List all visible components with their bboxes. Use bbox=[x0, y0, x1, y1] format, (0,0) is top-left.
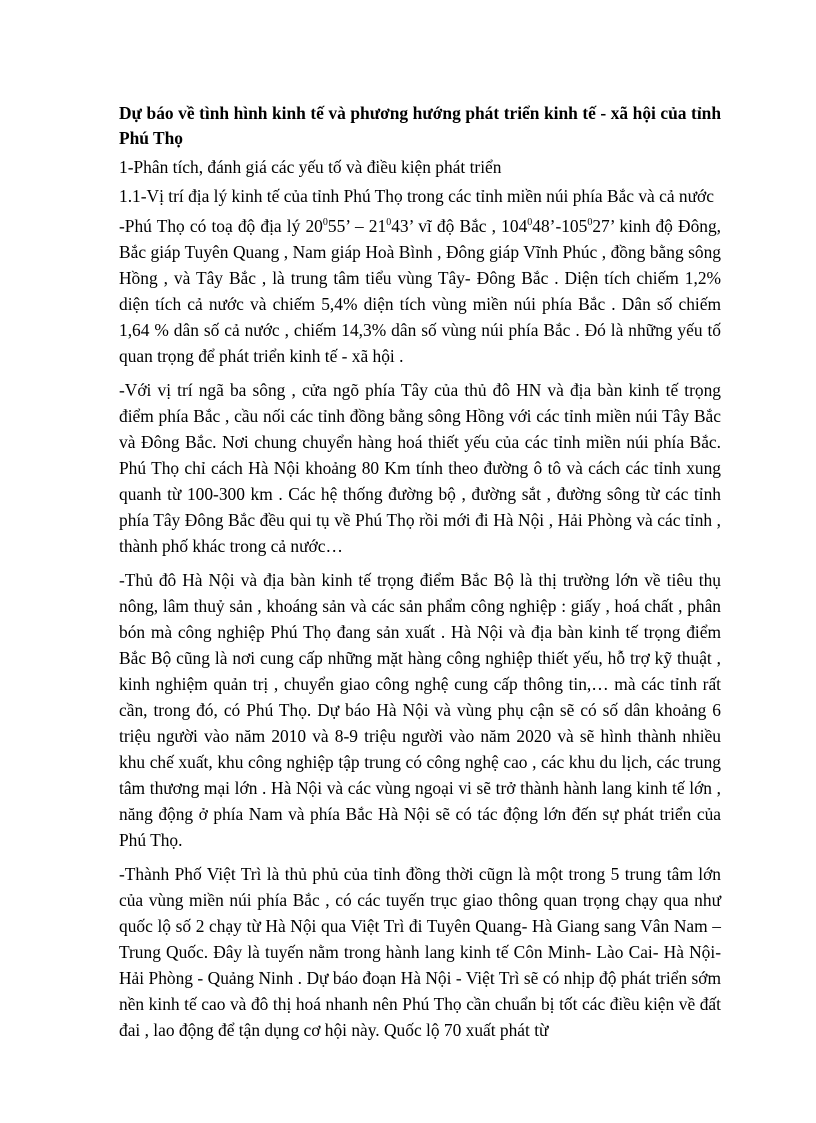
document-page bbox=[119, 101, 721, 1051]
section-heading-1: 1-Phân tích, đánh giá các yếu tố và điều kiện phát triển bbox=[119, 157, 502, 177]
document-title: Dự báo về tình hình kinh tế và phương hướng phát triển kinh tế - xã hội của tỉnh Phú Thọ bbox=[119, 103, 721, 148]
paragraph-viettri: -Thành Phố Việt Trì là thủ phủ của tỉnh đồng thời cũgn là một trong 5 trung tâm lớn của vùng miền núi phía Bắc , có các tuyến trục giao thông quan trọng chạy qua như quốc lộ số 2 chạy từ Hà Nội qua Việt Trì đi Tuyên Quang- Hà Giang sang Vân Nam – Trung Quốc. Đây là tuyến nằm trong hành lang kinh tế Côn Minh- Lào Cai- Hà Nội- Hải Phòng - Quảng Ninh . Dự báo đoạn Hà Nội - Việt Trì sẽ có nhịp độ phát triển sớm nền kinh tế cao và đô thị hoá nhanh nên Phú Thọ cần chuẩn bị tốt các điều kiện về đất đai , lao động để tận dụng cơ hội này. Quốc lộ 70 xuất phát từ bbox=[119, 864, 721, 1040]
paragraph-location: -Phú Thọ có toạ độ địa lý $20^055$’ – $21^043$’ vĩ độ Bắc , $104^048’-105^027$’ kinh độ Đông, Bắc giáp Tuyên Quang , Nam giáp Hoà Bình , Đông giáp Vĩnh Phúc , đồng bằng sông Hồng , và Tây Bắc , là trung tâm tiểu vùng Tây- Đông Bắc . Diện tích chiếm 1,2% diện tích cả nước và chiếm 5,4% diện tích vùng miền núi phía Bắc . Dân số chiếm 1,64 % dân số cả nước , chiếm 14,3% dân số vùng núi phía Bắc . Đó là những yếu tố quan trọng để phát triển kinh tế - xã hội . bbox=[119, 216, 721, 366]
section-heading-1-1: 1.1-Vị trí địa lý kinh tế của tỉnh Phú Thọ trong các tỉnh miền núi phía Bắc và cả nước bbox=[119, 186, 714, 206]
paragraph-hanoi: -Thủ đô Hà Nội và địa bàn kinh tế trọng điểm Bắc Bộ là thị trường lớn về tiêu thụ nông, lâm thuỷ sản , khoáng sản và các sản phẩm công nghiệp : giấy , hoá chất , phân bón mà công nghiệp Phú Thọ đang sản xuất . Hà Nội và địa bàn kinh tế trọng điểm Bắc Bộ cũng là nơi cung cấp những mặt hàng công nghiệp thiết yếu, hỗ trợ kỹ thuật , kinh nghiệm quản trị , chuyển giao công nghệ cung cấp thông tin,… mà các tỉnh rất cần, trong đó, có Phú Thọ. Dự báo Hà Nội và vùng phụ cận sẽ có số dân khoảng 6 triệu người vào năm 2010 và 8-9 triệu người vào năm 2020 và sẽ hình thành nhiều khu chế xuất, khu công nghiệp tập trung có công nghệ cao , các khu du lịch, các trung tâm thương mại lớn . Hà Nội và các vùng ngoại vi sẽ trở thành hành lang kinh tế lớn , năng động ở phía Nam và phía Bắc Hà Nội sẽ có tác động lớn đến sự phát triển của Phú Thọ. bbox=[119, 570, 721, 850]
paragraph-junction: -Với vị trí ngã ba sông , cửa ngõ phía Tây của thủ đô HN và địa bàn kinh tế trọng điểm phía Bắc , cầu nối các tỉnh đồng bằng sông Hồng với các tỉnh miền núi Tây Bắc và Đông Bắc. Nơi chung chuyển hàng hoá thiết yếu của các tỉnh miền núi phía Bắc. Phú Thọ chỉ cách Hà Nội khoảng 80 Km tính theo đường ô tô và cách các tỉnh xung quanh từ 100-300 km . Các hệ thống đường bộ , đường sắt , đường sông từ các tỉnh phía Tây Đông Bắc đều qui tụ về Phú Thọ rồi mới đi Hà Nội , Hải Phòng và các tỉnh , thành phố khác trong cả nước… bbox=[119, 380, 721, 556]
